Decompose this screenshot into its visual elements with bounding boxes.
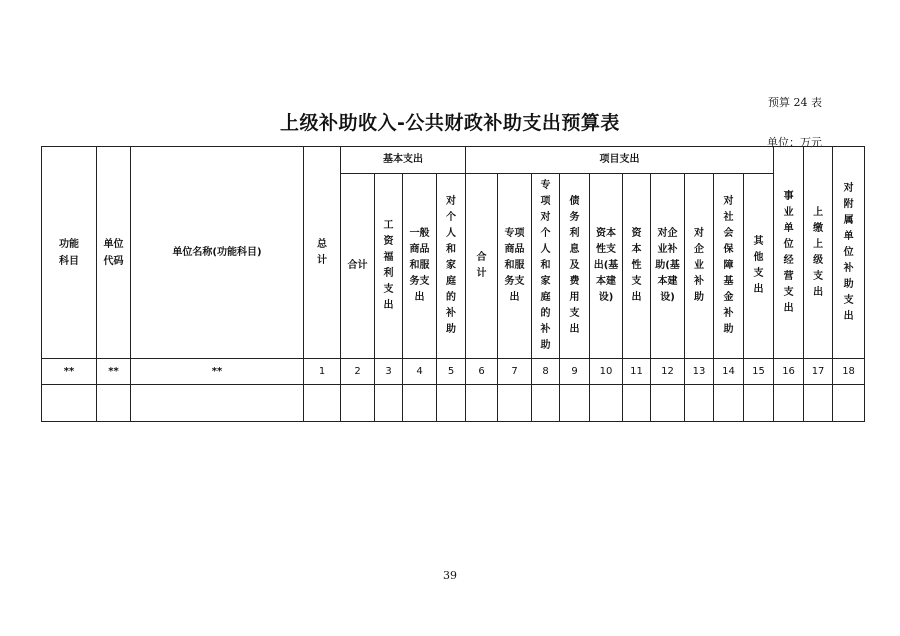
empty-cell (560, 385, 590, 422)
header-proj-goods: 专项商品和服务支出 (498, 174, 532, 359)
column-number-row (42, 359, 865, 385)
number-cell: 6 (466, 359, 498, 385)
number-cell: 4 (403, 359, 437, 385)
header-proj-other: 其他支出 (744, 174, 774, 359)
header-proj-capital: 资本性支出 (623, 174, 651, 359)
empty-cell (304, 385, 341, 422)
table-number-label: 预算 24 表 (768, 96, 822, 109)
header-proj-enterprise-build: 对企业补助(基本建设) (651, 174, 685, 359)
header-proj-total: 合计 (466, 174, 498, 359)
header-turned-over: 上缴上级支出 (804, 147, 833, 359)
empty-cell (532, 385, 560, 422)
header-proj-social: 对社会保障基金补助 (714, 174, 744, 359)
empty-cell (651, 385, 685, 422)
header-proj-debt: 债务利息及费用支出 (560, 174, 590, 359)
header-proj-capital-build: 资本性支出(基本建设) (590, 174, 623, 359)
empty-cell (437, 385, 466, 422)
empty-cell (804, 385, 833, 422)
page-title: 上级补助收入-公共财政补助支出预算表 (280, 112, 620, 134)
header-proj-enterprise: 对企业补助 (685, 174, 714, 359)
header-public-unit: 事业单位经营支出 (774, 147, 804, 359)
header-basic-personal: 对个人和家庭的补助 (437, 174, 466, 359)
number-cell: 12 (651, 359, 685, 385)
number-cell: 15 (744, 359, 774, 385)
number-cell: ** (131, 359, 304, 385)
header-row-groups (42, 147, 865, 174)
page-number: 39 (443, 569, 457, 582)
empty-cell (403, 385, 437, 422)
header-affiliated: 对附属单位补助支出 (833, 147, 865, 359)
group-project-expenditure: 项目支出 (466, 147, 774, 174)
empty-cell (466, 385, 498, 422)
empty-cell (498, 385, 532, 422)
header-basic-wages: 工资福利支出 (375, 174, 403, 359)
number-cell: 18 (833, 359, 865, 385)
number-cell: 5 (437, 359, 466, 385)
empty-cell (833, 385, 865, 422)
number-cell: 10 (590, 359, 623, 385)
table-row (42, 385, 865, 422)
number-cell: 9 (560, 359, 590, 385)
number-cell: 3 (375, 359, 403, 385)
unit-label: 单位：万元 (767, 136, 822, 149)
number-cell: ** (42, 359, 97, 385)
empty-cell (685, 385, 714, 422)
empty-cell (97, 385, 131, 422)
header-unit-code: 单位代码 (97, 147, 131, 359)
number-cell: 8 (532, 359, 560, 385)
header-proj-personal: 专项对个人和家庭的补助 (532, 174, 560, 359)
group-basic-expenditure: 基本支出 (341, 147, 466, 174)
number-cell: 17 (804, 359, 833, 385)
budget-table (41, 146, 865, 422)
empty-cell (744, 385, 774, 422)
number-cell: 13 (685, 359, 714, 385)
empty-cell (42, 385, 97, 422)
header-basic-goods: 一般商品和服务支出 (403, 174, 437, 359)
empty-cell (774, 385, 804, 422)
number-cell: 11 (623, 359, 651, 385)
empty-cell (131, 385, 304, 422)
number-cell: 14 (714, 359, 744, 385)
empty-cell (375, 385, 403, 422)
header-func-subject: 功能科目 (42, 147, 97, 359)
header-unit-name: 单位名称(功能科目) (131, 147, 304, 359)
header-basic-total: 合计 (341, 174, 375, 359)
empty-cell (623, 385, 651, 422)
number-cell: 2 (341, 359, 375, 385)
number-cell: ** (97, 359, 131, 385)
number-cell: 1 (304, 359, 341, 385)
header-total: 总计 (304, 147, 341, 359)
number-cell: 16 (774, 359, 804, 385)
empty-cell (590, 385, 623, 422)
empty-cell (341, 385, 375, 422)
number-cell: 7 (498, 359, 532, 385)
empty-cell (714, 385, 744, 422)
